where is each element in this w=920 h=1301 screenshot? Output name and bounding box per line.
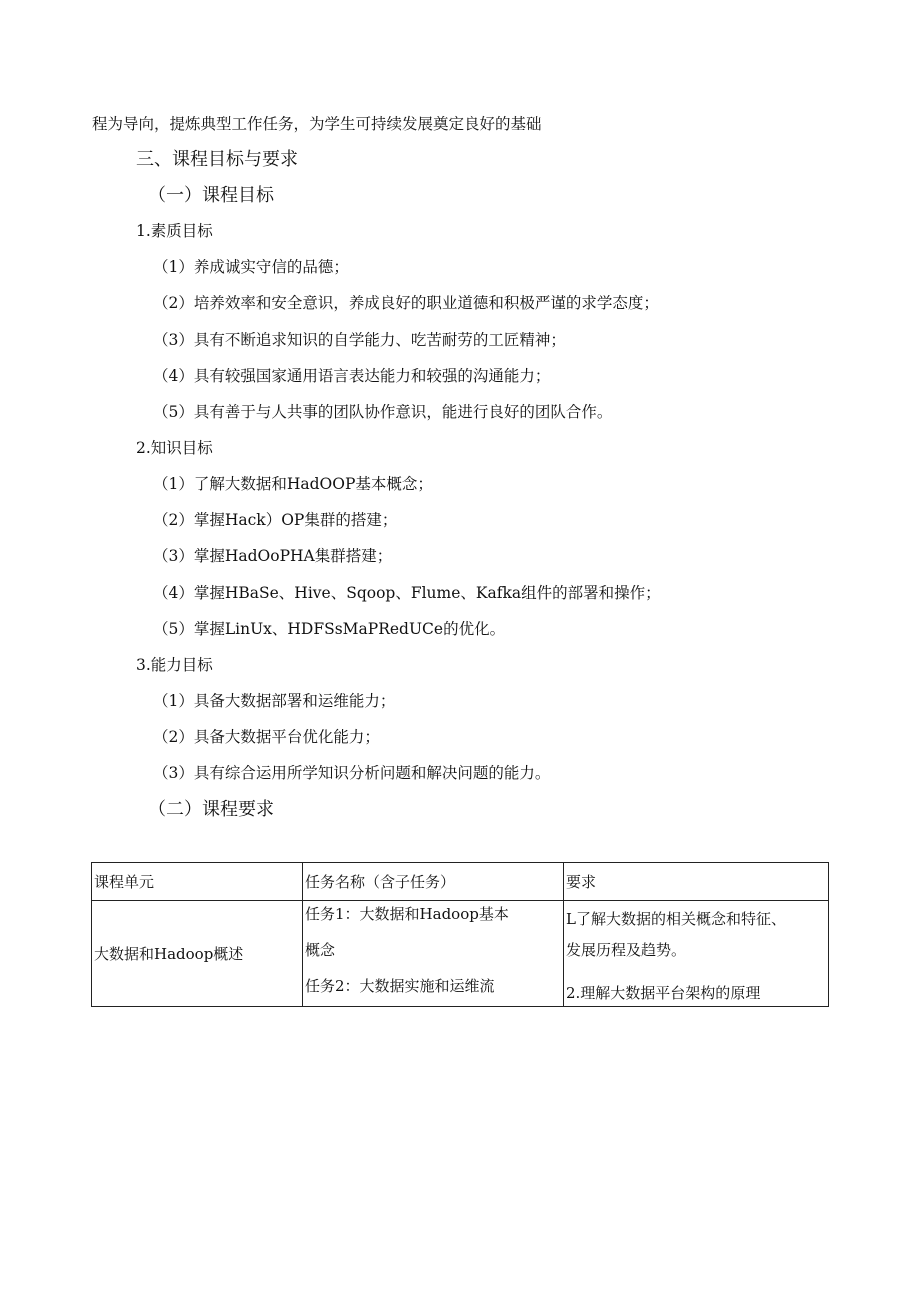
requirements-cell bbox=[564, 901, 829, 1007]
section-title: 三、课程目标与要求 bbox=[136, 149, 298, 170]
goal-item: （5）具有善于与人共事的团队协作意识，能进行良好的团队合作。 bbox=[153, 403, 613, 421]
task-line: 任务2：大数据实施和运维流 bbox=[305, 977, 495, 995]
goal-item: （3）具有综合运用所学知识分析问题和解决问题的能力。 bbox=[153, 764, 551, 782]
goal-group-title: 2.知识目标 bbox=[136, 439, 213, 457]
goal-group-title: 3.能力目标 bbox=[136, 656, 213, 674]
requirements-table bbox=[91, 862, 829, 1007]
goal-item: （2）掌握Hack）OP集群的搭建； bbox=[153, 511, 398, 529]
header-unit: 课程单元 bbox=[92, 863, 303, 901]
goal-item: （4）掌握HBaSe、Hive、Sqoop、Flume、Kafka组件的部署和操作； bbox=[153, 584, 661, 602]
subsection-goals-title: （一）课程目标 bbox=[148, 185, 274, 206]
header-task-name: 任务名称（含子任务） bbox=[303, 863, 564, 901]
intro-line: 程为导向，提炼典型工作任务，为学生可持续发展奠定良好的基础 bbox=[92, 115, 542, 133]
goal-item: （2）具备大数据平台优化能力； bbox=[153, 728, 380, 746]
goal-item: （5）掌握LinUx、HDFSsMaPRedUCe的优化。 bbox=[153, 620, 506, 638]
goal-item: （2）培养效率和安全意识，养成良好的职业道德和积极严谨的求学态度； bbox=[153, 294, 659, 312]
unit-cell: 大数据和Hadoop概述 bbox=[92, 901, 303, 1007]
requirement-line: L了解大数据的相关概念和特征、 bbox=[566, 910, 786, 928]
goal-item: （1）养成诚实守信的品德； bbox=[153, 258, 349, 276]
goal-group-title: 1.素质目标 bbox=[136, 222, 213, 240]
goal-item: （1）了解大数据和HadOOP基本概念； bbox=[153, 475, 433, 493]
table-row bbox=[92, 901, 829, 1007]
task-line: 任务1：大数据和Hadoop基本 bbox=[305, 905, 509, 923]
table-header-row bbox=[92, 863, 829, 901]
goal-item: （4）具有较强国家通用语言表达能力和较强的沟通能力； bbox=[153, 367, 551, 385]
task-line: 概念 bbox=[305, 941, 336, 959]
header-requirements: 要求 bbox=[564, 863, 829, 901]
goal-item: （1）具备大数据部署和运维能力； bbox=[153, 692, 396, 710]
requirement-line: 2.理解大数据平台架构的原理 bbox=[566, 984, 761, 1002]
tasks-cell bbox=[303, 901, 564, 1007]
requirement-line: 发展历程及趋势。 bbox=[566, 941, 687, 959]
goal-item: （3）具有不断追求知识的自学能力、吃苦耐劳的工匠精神； bbox=[153, 331, 566, 349]
subsection-requirements-title: （二）课程要求 bbox=[148, 799, 274, 820]
goal-item: （3）掌握HadOoPHA集群搭建； bbox=[153, 547, 393, 565]
